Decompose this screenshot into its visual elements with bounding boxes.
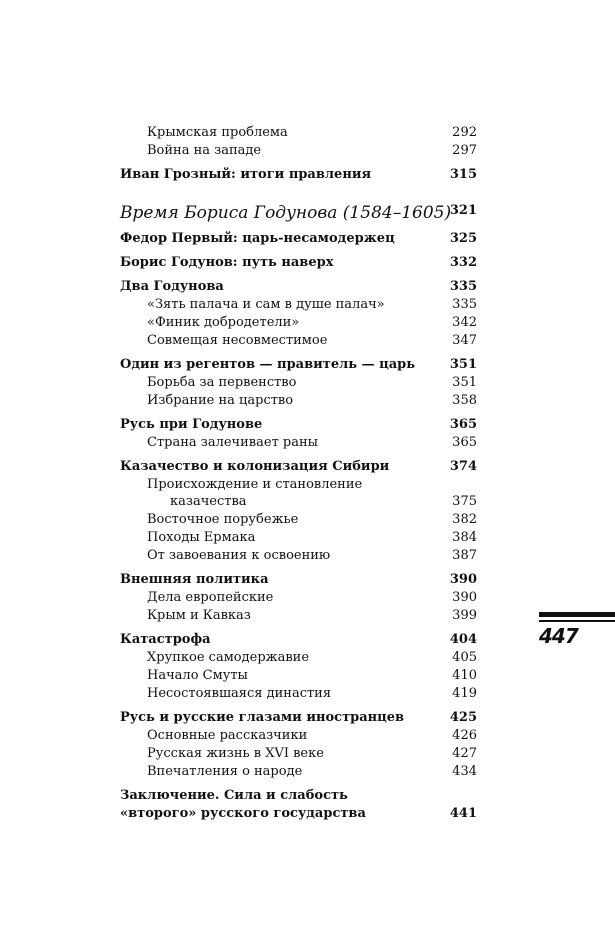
toc-entry	[0, 667, 615, 685]
toc-entry-title: Походы Ермака	[147, 530, 256, 545]
toc-entry	[0, 547, 615, 565]
toc-entry	[0, 631, 615, 649]
toc-entry	[0, 458, 615, 476]
folio-rule-thin	[539, 620, 615, 622]
toc-entry	[0, 202, 615, 224]
toc-entry	[0, 392, 615, 410]
toc-entry-title: «Зять палача и сам в душе палач»	[147, 297, 385, 312]
toc-entry-title: «второго» русского государства	[120, 806, 366, 821]
toc-entry	[0, 727, 615, 745]
toc-entry-title: Время Бориса Годунова (1584–1605)	[120, 203, 452, 223]
toc-entry-page: 374	[449, 459, 477, 474]
toc-entry	[0, 166, 615, 184]
toc-entry-title: Два Годунова	[120, 279, 224, 294]
toc-entry	[0, 332, 615, 350]
toc-entry-title: От завоевания к освоению	[147, 548, 331, 563]
toc-entry-title: Крымская проблема	[147, 125, 288, 140]
toc-entry-title: Избрание на царство	[147, 393, 294, 408]
toc-entry	[0, 416, 615, 434]
toc-entry-page: 358	[452, 393, 477, 408]
toc-entry	[0, 529, 615, 547]
toc-entry	[0, 787, 615, 805]
toc-entry-title: Федор Первый: царь-несамодержец	[120, 231, 395, 246]
toc-entry	[0, 124, 615, 142]
toc-entry-title: «Финик добродетели»	[147, 315, 300, 330]
toc-entry-title: Дела европейские	[147, 590, 274, 605]
toc-entry	[0, 296, 615, 314]
toc-entry	[0, 685, 615, 703]
toc-entry	[0, 314, 615, 332]
toc-entry	[0, 805, 615, 823]
toc-entry-page: 441	[449, 806, 477, 821]
folio-rule-thick	[539, 612, 615, 617]
toc-entry	[0, 374, 615, 392]
toc-entry	[0, 356, 615, 374]
toc-entry	[0, 571, 615, 589]
toc-entry-page: 335	[449, 279, 477, 294]
toc-entry-page: 382	[452, 512, 477, 527]
toc-entry-title: Катастрофа	[120, 632, 211, 647]
toc-entry-title: Совмещая несовместимое	[147, 333, 328, 348]
toc-entry-page: 410	[452, 668, 477, 683]
toc-entry-page: 427	[452, 746, 477, 761]
toc-entry	[0, 589, 615, 607]
toc-entry	[0, 230, 615, 248]
toc-entry-page: 419	[452, 686, 477, 701]
toc-entry-page: 390	[452, 590, 477, 605]
toc-entry-page: 342	[452, 315, 477, 330]
toc-entry-title: Борьба за первенство	[147, 375, 297, 390]
toc-entry-title: Русская жизнь в XVI веке	[147, 746, 324, 761]
toc-entry-page: 315	[449, 167, 477, 182]
toc-entry-title: Восточное порубежье	[147, 512, 299, 527]
toc-entry-title: Начало Смуты	[147, 668, 248, 683]
toc-entry-title: Борис Годунов: путь наверх	[120, 255, 334, 270]
toc-entry-title: Казачество и колонизация Сибири	[120, 459, 390, 474]
toc-entry-title: Происхождение и становление	[147, 477, 363, 492]
toc-entry	[0, 142, 615, 160]
toc-entry	[0, 745, 615, 763]
toc-entry-page: 399	[452, 608, 477, 623]
toc-entry-title: Хрупкое самодержавие	[147, 650, 310, 665]
toc-entry	[0, 511, 615, 529]
toc-entry-page: 404	[449, 632, 477, 647]
toc-entry-title: Русь и русские глазами иностранцев	[120, 710, 405, 725]
toc-entry-page: 365	[452, 435, 477, 450]
toc-entry-page: 321	[449, 203, 477, 218]
toc-entry-title: Внешняя политика	[120, 572, 269, 587]
toc-entry-title: Несостоявшаяся династия	[147, 686, 332, 701]
toc-entry	[0, 709, 615, 727]
toc-entry-page: 426	[452, 728, 477, 743]
page-number: 447	[539, 624, 578, 648]
toc-entry-page: 390	[449, 572, 477, 587]
toc-entry	[0, 763, 615, 781]
toc-entry-title: Война на западе	[147, 143, 262, 158]
toc-entry	[0, 476, 615, 494]
toc-entry	[0, 278, 615, 296]
toc-entry-title: Иван Грозный: итоги правления	[120, 167, 372, 182]
toc-entry-title: Основные рассказчики	[147, 728, 308, 743]
toc-entry-title: Страна залечивает раны	[147, 435, 318, 450]
toc-entry	[0, 649, 615, 667]
toc-entry-page: 434	[452, 764, 477, 779]
toc-entry-title: казачества	[170, 494, 247, 509]
toc-entry-title: Русь при Годунове	[120, 417, 263, 432]
toc-entry-page: 387	[452, 548, 477, 563]
toc-entry-page: 351	[452, 375, 477, 390]
toc-entry-title: Крым и Кавказ	[147, 608, 251, 623]
toc-entry-title: Заключение. Сила и слабость	[120, 788, 348, 803]
toc-entry-page: 347	[452, 333, 477, 348]
toc-entry	[0, 254, 615, 272]
toc-entry-page: 375	[452, 494, 477, 509]
toc-entry-page: 332	[449, 255, 477, 270]
toc-entry-title: Один из регентов — правитель — царь	[120, 357, 416, 372]
toc-entry-title: Впечатления о народе	[147, 764, 303, 779]
toc-entry-page: 292	[452, 125, 477, 140]
toc-entry-page: 335	[452, 297, 477, 312]
toc-entry	[0, 434, 615, 452]
toc-entry-page: 297	[452, 143, 477, 158]
toc-entry-page: 351	[449, 357, 477, 372]
toc-entry-page: 365	[449, 417, 477, 432]
toc-entry	[0, 607, 615, 625]
toc-entry-page: 425	[449, 710, 477, 725]
toc-entry-page: 325	[449, 231, 477, 246]
toc-entry	[0, 493, 615, 511]
toc-entry-page: 405	[452, 650, 477, 665]
toc-entry-page: 384	[452, 530, 477, 545]
